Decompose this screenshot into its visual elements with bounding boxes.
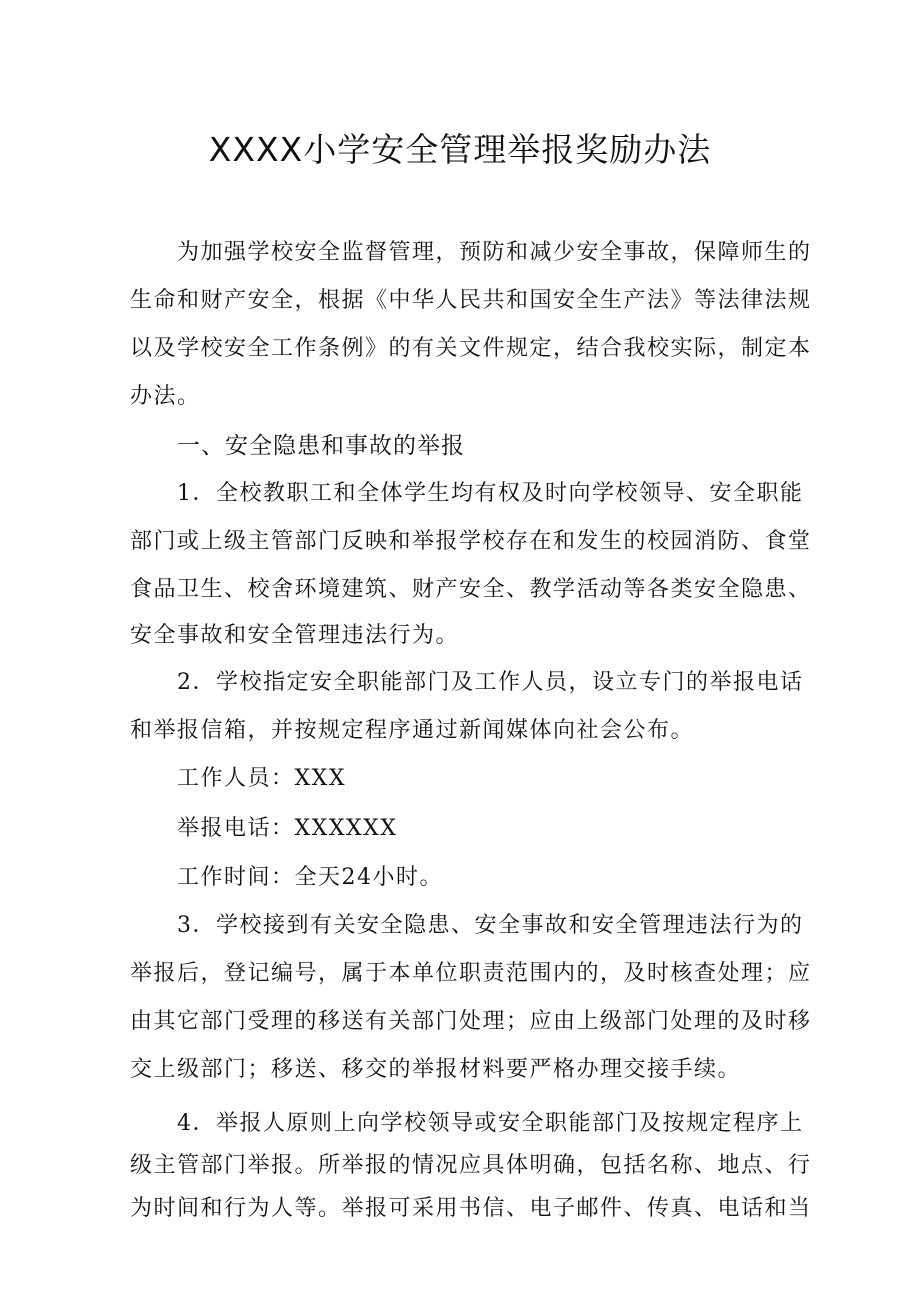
paragraph-line: 3．学校接到有关安全隐患、安全事故和安全管理违法行为的 xyxy=(177,913,804,938)
paragraph-line: 交上级部门；移送、移交的举报材料要严格办理交接手续。 xyxy=(130,1057,742,1082)
paragraph-line: 2．学校指定安全职能部门及工作人员，设立专门的举报电话 xyxy=(177,670,804,695)
paragraph-line: 级主管部门举报。所举报的情况应具体明确，包括名称、地点、行 xyxy=(130,1153,812,1178)
paragraph-line: 举报后，登记编号，属于本单位职责范围内的，及时核查处理；应 xyxy=(130,961,812,986)
phone-line: 举报电话：XXXXXX xyxy=(177,816,398,841)
paragraph-line: 生命和财产安全，根据《中华人民共和国安全生产法》等法律法规 xyxy=(130,288,812,313)
paragraph-line: 由其它部门受理的移送有关部门处理；应由上级部门处理的及时移 xyxy=(130,1009,812,1034)
paragraph-line: 为时间和行为人等。举报可采用书信、电子邮件、传真、电话和当 xyxy=(130,1196,812,1221)
paragraph-line: 4．举报人原则上向学校领导或安全职能部门及按规定程序上 xyxy=(177,1111,804,1136)
paragraph-line: 安全事故和安全管理违法行为。 xyxy=(130,623,460,648)
staff-line: 工作人员：XXX xyxy=(177,766,346,791)
section-heading: 一、安全隐患和事故的举报 xyxy=(177,433,465,459)
paragraph-line: 和举报信箱，并按规定程序通过新闻媒体向社会公布。 xyxy=(130,718,695,743)
paragraph-line: 1．全校教职工和全体学生均有权及时向学校领导、安全职能 xyxy=(177,481,804,506)
document-title: XXXX小学安全管理举报奖励办法 xyxy=(208,130,712,169)
paragraph-line: 以及学校安全工作条例》的有关文件规定，结合我校实际，制定本 xyxy=(130,336,812,361)
paragraph-line: 部门或上级主管部门反映和举报学校存在和发生的校园消防、食堂 xyxy=(130,529,812,554)
paragraph-line: 办法。 xyxy=(130,384,201,409)
paragraph-line: 食品卫生、校舍环境建筑、财产安全、教学活动等各类安全隐患、 xyxy=(130,577,812,602)
paragraph-line: 为加强学校安全监督管理，预防和减少安全事故，保障师生的 xyxy=(177,240,812,265)
hours-line: 工作时间：全天24小时。 xyxy=(177,865,443,890)
